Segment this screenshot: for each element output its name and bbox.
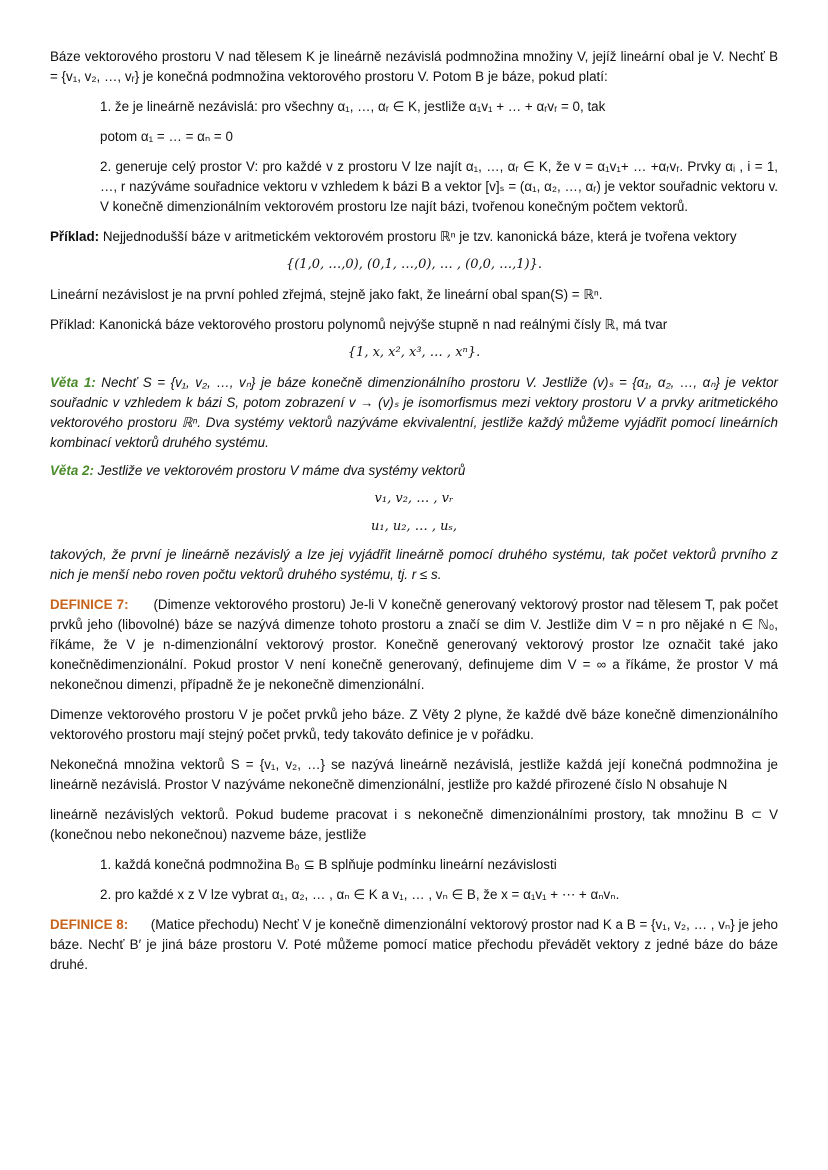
theorem-1-text: Nechť S = {v₁, v₂, …, vₙ} je báze konečně dimenzionálního prostoru V. Jestliže (v)ₛ = {α₁, α₂, …, αₙ} je vektor souřadnic v vzhledem k bázi S, potom zobrazení v → (v)ₛ je isomorfismus mezi vektory prostoru V a prvky aritmetického vektorového prostoru ℝⁿ. Dva systémy vektorů nazýváme ekvivalentní, jestliže každý můžeme vyjádřit pomocí lineárních kombinací vektorů druhého systému. (50, 375, 778, 450)
definition-8-label: DEFINICE 8: (50, 917, 129, 932)
paragraph-infinite-set: Nekonečná množina vektorů S = {v₁, v₂, …} se nazývá lineárně nezávislá, jestliže každá její konečná podmnožina je lineárně nezávislá. Prostor V nazýváme nekonečně dimenzionální, jestliže pro každé přirozené číslo N obsahuje N (50, 757, 778, 792)
example-1-text: Nejjednodušší báze v aritmetickém vektorovém prostoru ℝⁿ je tzv. kanonická báze, která je tvořena vektory (99, 229, 737, 244)
definition-7-text: (Dimenze vektorového prostoru) Je-li V konečně generovaný vektorový prostor nad tělesem T, pak počet prvků jeho (libovolné) báze se nazývá dimenze tohoto prostoru a značí se dim V. Jestliže dim V = n pro nějaké n ∈ ℕ₀, říkáme, že V je n-dimenzionální vektorový prostor. Konečně generovaný vektorový prostor lze označit také jako konečnědimenzionální. Pokud prostor V není konečně generovaný, definujeme dim V = ∞ a říkáme, že prostor V má nekonečnou dimenzi, případně že je nekonečně dimenzionální. (50, 597, 782, 692)
canonical-basis-formula: {(1,0, …,0), (0,1, …,0), … , (0,0, …,1)}. (285, 257, 543, 272)
document-page (50, 47, 782, 975)
paragraph-basis-definition: Báze vektorového prostoru V nad tělesem K je lineárně nezávislá podmnožina množiny V, jejíž lineární obal je V. Nechť B = {v₁, v₂, …, vᵣ} je konečná podmnožina vektorového prostoru V. Potom B je báze, pokud platí: (50, 49, 778, 84)
basis-condition-2: 2. pro každé x z V lze vybrat α₁, α₂, … , αₙ ∈ K a v₁, … , vₙ ∈ B, že x = α₁v₁ + ⋯ + αₙvₙ. (100, 887, 620, 902)
definition-8-text: (Matice přechodu) Nechť V je konečně dimenzionální vektorový prostor nad K a B = {v₁, v₂, … , vₙ} je jeho báze. Nechť B′ je jiná báze prostoru V. Poté můžeme pomocí matice přechodu převádět vektory z jedné báze do báze druhé. (50, 917, 782, 972)
example-1-label: Příklad: (50, 229, 100, 244)
theorem-1 (50, 373, 778, 453)
definition-7 (50, 595, 782, 695)
example-1 (50, 227, 778, 247)
paragraph-dimension: Dimenze vektorového prostoru V je počet prvků jeho báze. Z Věty 2 plyne, že každé dvě báze konečně dimenzionálního vektorového prostoru mají stejný počet prvků, tedy takováto definice je v pořádku. (50, 707, 778, 742)
theorem-2-label: Věta 2: (50, 463, 94, 478)
theorem-2-continuation: takových, že první je lineárně nezávislý a lze jej vyjádřit lineárně pomocí druhého systému, tak počet vektorů prvního z nich je menší nebo roven počtu vektorů druhého systému, tj. r ≤ s. (50, 547, 778, 582)
vector-system-1: v₁, v₂, … , vᵣ (374, 491, 454, 506)
definition-8 (50, 915, 782, 975)
paragraph-linear-independence: Lineární nezávislost je na první pohled zřejmá, stejně jako fakt, že lineární obal span(S) = ℝⁿ. (50, 287, 603, 302)
vector-system-2: u₁, u₂, … , uₛ, (371, 519, 457, 534)
paragraph-infinite-basis: lineárně nezávislých vektorů. Pokud budeme pracovat i s nekonečně dimenzionálními prostory, tak množinu B ⊂ V (konečnou nebo nekonečnou) nazveme báze, jestliže (50, 807, 778, 842)
theorem-1-label: Věta 1: (50, 375, 96, 390)
theorem-2 (50, 461, 778, 481)
condition-2: 2. generuje celý prostor V: pro každé v z prostoru V lze najít α₁, …, αᵣ ∈ K, že v = α₁v₁+ … +αᵣvᵣ. Prvky αᵢ , i = 1, …, r nazýváme souřadnice vektoru v vzhledem k bázi B a vektor [v]ₛ = (α₁, α₂, …, αᵣ) je vektor souřadnic vektoru v. V konečně dimenzionálním vektorovém prostoru lze najít bázi, tvořenou konečným počtem vektorů. (100, 159, 778, 214)
condition-1-line-1: 1. že je lineárně nezávislá: pro všechny α₁, …, αᵣ ∈ K, jestliže α₁v₁ + … + αᵣvᵣ = 0, tak (100, 99, 606, 114)
theorem-2-text: Jestliže ve vektorovém prostoru V máme dva systémy vektorů (93, 463, 466, 478)
example-2: Příklad: Kanonická báze vektorového prostoru polynomů nejvýše stupně n nad reálnými čísly ℝ, má tvar (50, 317, 668, 332)
basis-condition-1: 1. každá konečná podmnožina B₀ ⊆ B splňuje podmínku lineární nezávislosti (100, 857, 557, 872)
condition-1-line-2: potom α₁ = … = αₙ = 0 (100, 129, 233, 144)
polynomial-basis-formula: {1, x, x², x³, … , xⁿ}. (347, 345, 481, 360)
definition-7-label: DEFINICE 7: (50, 597, 129, 612)
